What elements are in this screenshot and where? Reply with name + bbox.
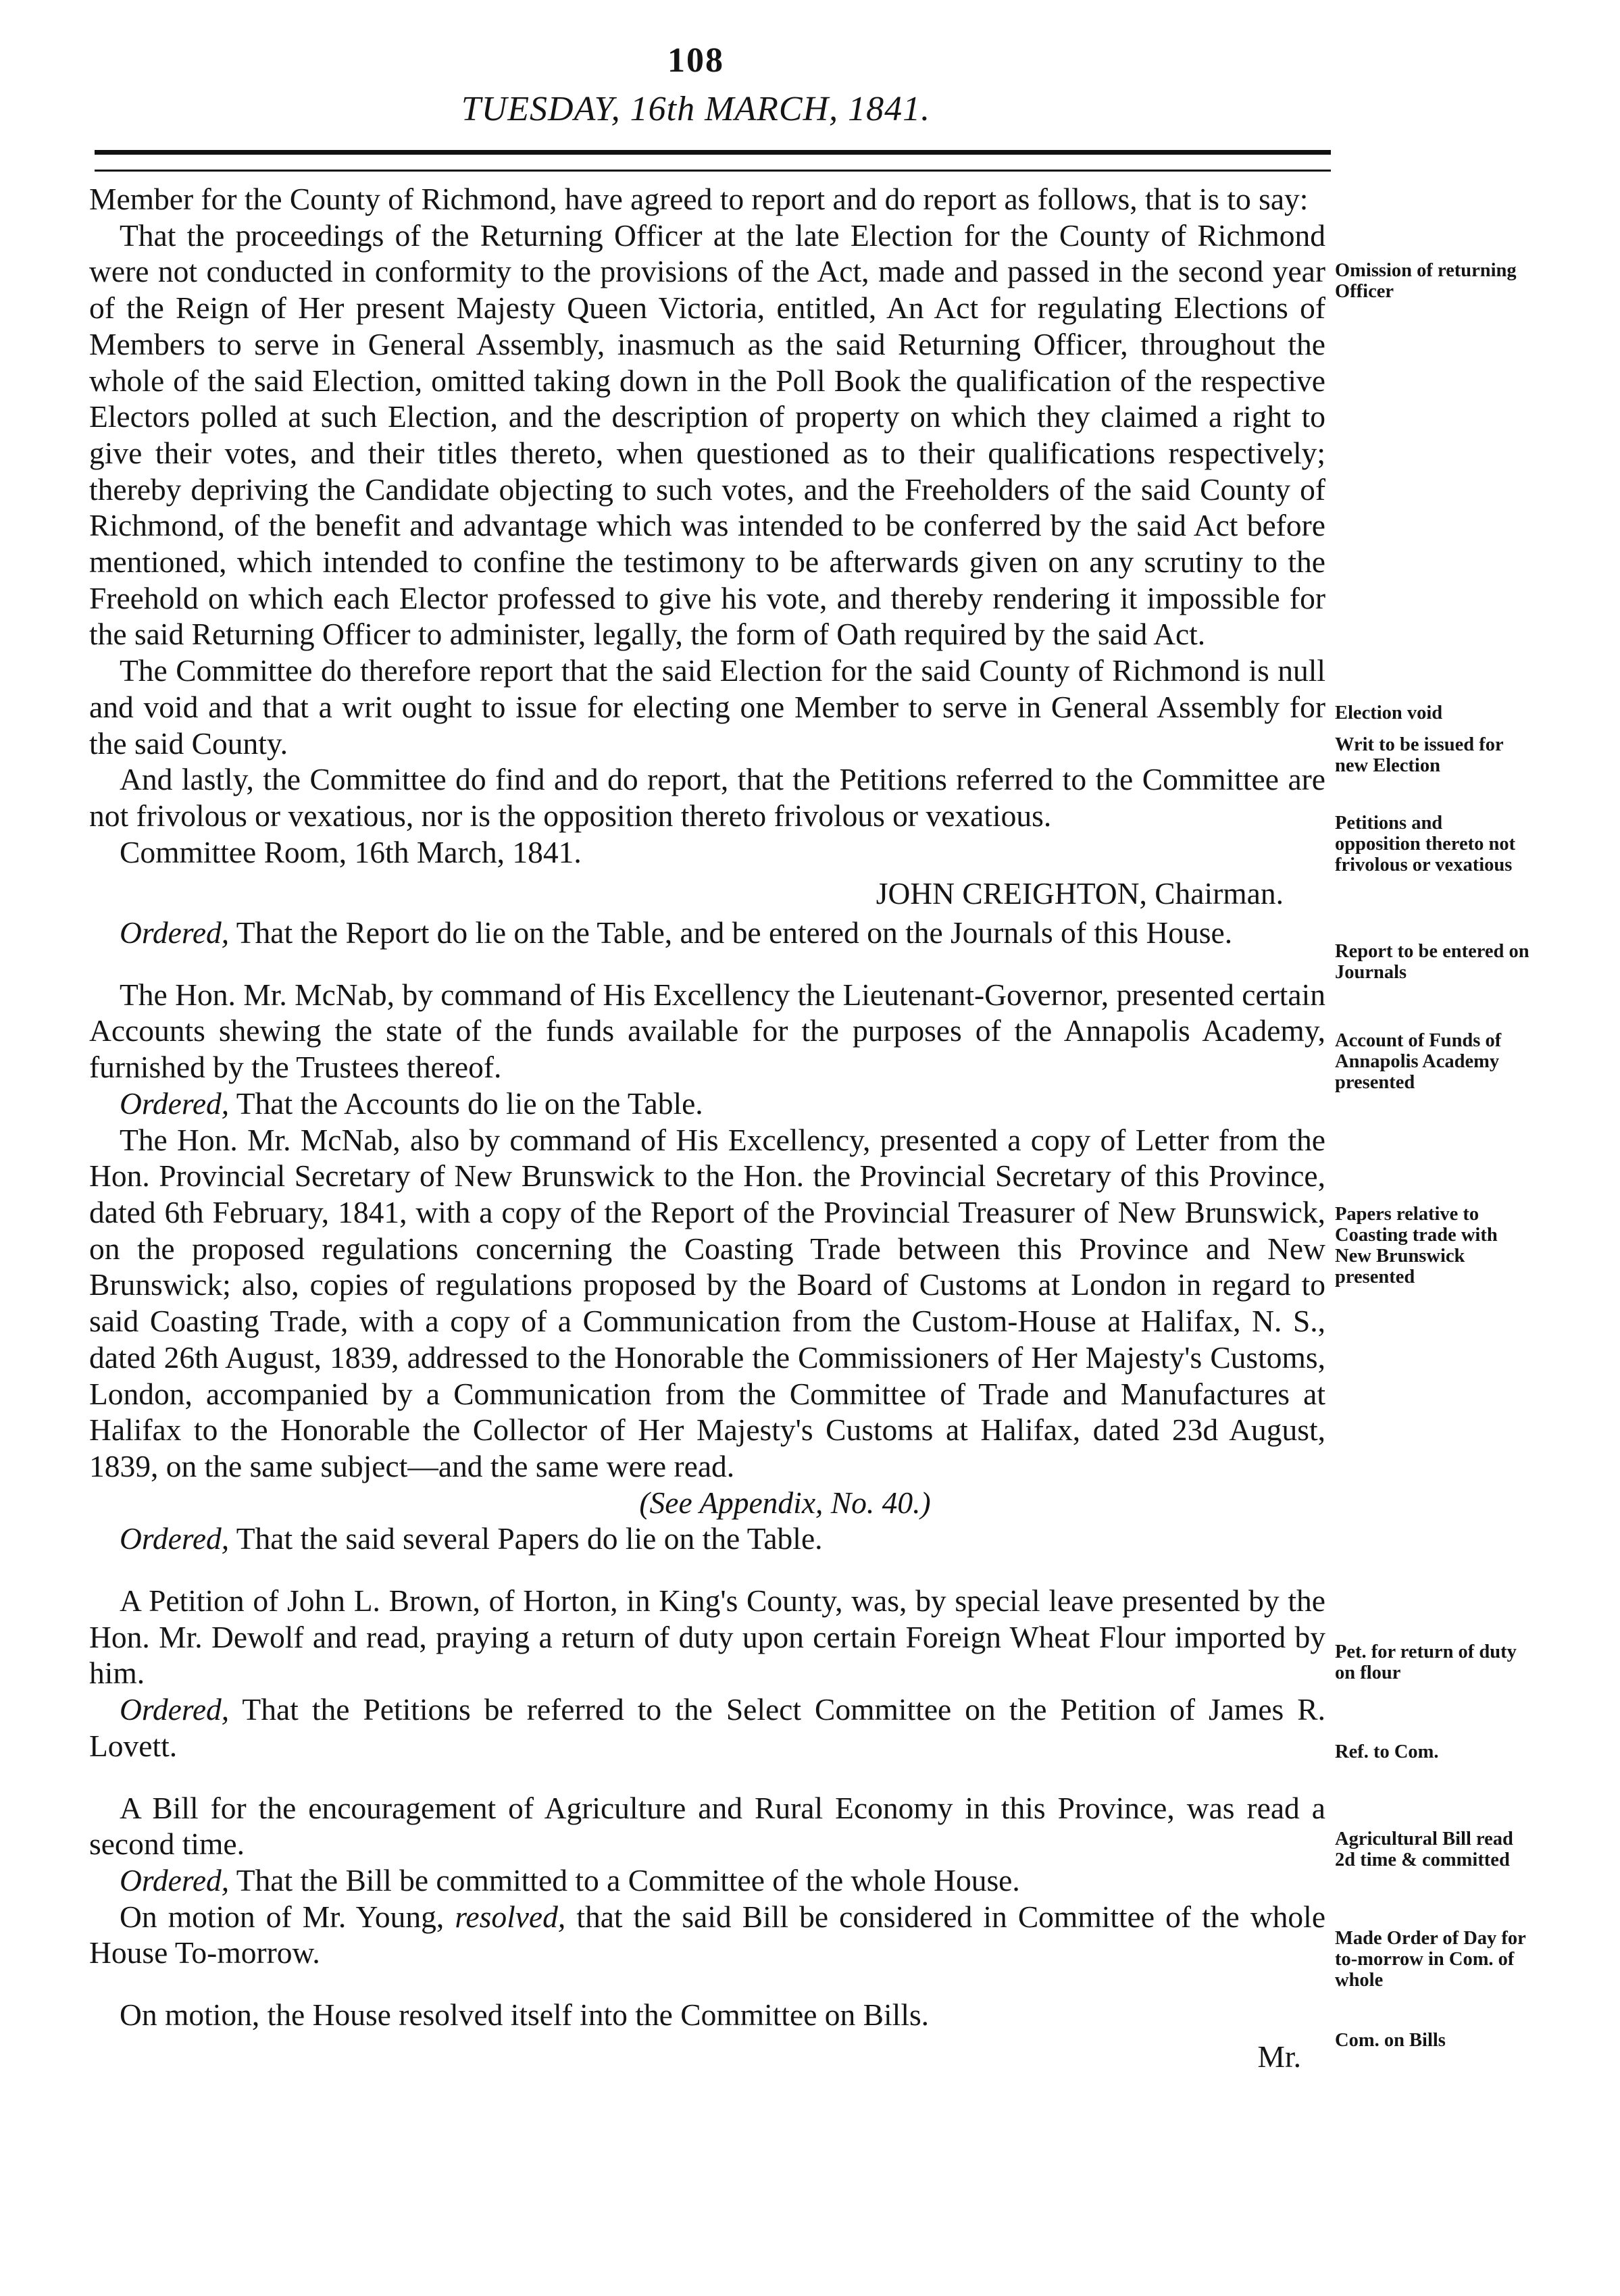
paragraph-returning-officer: That the proceedings of the Returning Officer at the late Election for the County of Richmond were not conducted in conformity to the provisions of the Act, made and passed in the second year of the Reign of Her present Majesty Queen Victoria, entitled, An Act for regulating Elections of Members to serve in General Assembly, inasmuch as the said Returning Officer, throughout the whole of the said Election, omitted taking down in the Poll Book the qualification of the respective Electors polled at such Election, and the description of property on which they claimed a right to give their votes, and their titles thereto, when questioned as to their qualifications respectively; thereby depriving the Candidate objecting to such votes, and the Freeholders of the said County of Richmond, of the benefit and advantage which was intended to be conferred by the said Act before mentioned, which intended to confine the testimony to be afterwards given on any scrutiny to the Freehold on which each Elector professed to give his vote, and thereby rendering it impossible for the said Returning Officer to administer, legally, the form of Oath required by the said Act. (89, 218, 1325, 652)
margin-note: Report to be entered on Journals (1335, 941, 1529, 983)
paragraph-bill-committed: Ordered, That the Bill be committed to a Committee of the whole House. (120, 1862, 1020, 1897)
paragraph-coasting-trade-papers: The Hon. Mr. McNab, also by command of His Excellency, presented a copy of Letter from the Hon. Provincial Secretary of New Brunswick to the Hon. the Provincial Secretary of this Province, dated 6th February, 1841, with a copy of the Report of the Provincial Treasurer of New Brunswick, on the proposed regulations concerning the Coasting Trade between this Province and New Brunswick; also, copies of regulations proposed by the Board of Customs at London in regard to said Coasting Trade, with a copy of a Communication from the Custom-House at Halifax, N. S., dated 26th August, 1839, addressed to the Honorable the Commissioners of Her Majesty's Customs, London, accompanied by a Communication from the Committee of Trade and Manufactures at Halifax to the Honorable the Collector of Her Majesty's Customs at Halifax, dated 23d August, 1839, on the same subject—and the same were read. (89, 1122, 1325, 1483)
paragraph-annapolis-accounts: The Hon. Mr. McNab, by command of His Excellency the Lieutenant-Governor, presented certain Accounts shewing the state of the funds available for the purposes of the Annapolis Academy, furnished by the Trustees thereof. (89, 977, 1325, 1085)
paragraph-report-ordered: Ordered, That the Report do lie on the Table, and be entered on the Journals of this House. (120, 915, 1233, 950)
ordered-label: Ordered, (120, 1521, 230, 1556)
paragraph-brown-petition: A Petition of John L. Brown, of Horton, in King's County, was, by special leave presented by the Hon. Mr. Dewolf and read, praying a return of duty upon certain Foreign Wheat Flour imported by him. (89, 1583, 1325, 1691)
paragraph-papers-ordered: Ordered, That the said several Papers do lie on the Table. (120, 1521, 823, 1556)
margin-note: Account of Funds of Annapolis Academy presented (1335, 1030, 1502, 1093)
margin-note: Com. on Bills (1335, 2030, 1446, 2051)
chairman-signature: JOHN CREIGHTON, Chairman. (876, 876, 1284, 911)
paragraph-committee-room: Committee Room, 16th March, 1841. (120, 834, 582, 869)
margin-note: Ref. to Com. (1335, 1741, 1439, 1762)
margin-note: Election void (1335, 703, 1443, 723)
ordered-label: Ordered, (120, 1086, 230, 1121)
resolved-label: resolved, (455, 1899, 566, 1934)
header-rule (95, 150, 1331, 172)
margin-note: Papers relative to Coasting trade with New Brunswick presented (1335, 1204, 1498, 1287)
header-date: TUESDAY, 16th MARCH, 1841. (461, 90, 931, 128)
paragraph-petitions-not-frivolous: And lastly, the Committee do find and do report, that the Petitions referred to the Committee are not frivolous or vexatious, nor is the opposition thereto frivolous or vexatious. (89, 762, 1325, 833)
ordered-label: Ordered, (120, 915, 230, 950)
body-text (89, 181, 1325, 2074)
appendix-reference: (See Appendix, No. 40.) (639, 1485, 931, 1520)
paragraph-report-opening: Member for the County of Richmond, have agreed to report and do report as follows, that is to say: (89, 182, 1309, 216)
margin-note: Pet. for return of duty on flour (1335, 1641, 1517, 1683)
paragraph-agriculture-bill: A Bill for the encouragement of Agriculture and Rural Economy in this Province, was read a second time. (89, 1790, 1325, 1862)
paragraph-motion-young: On motion of Mr. Young, resolved, that the said Bill be considered in Committee of the whole House To-morrow. (89, 1899, 1326, 1970)
catchword: Mr. (1257, 2039, 1301, 2074)
paragraph-petition-referred: Ordered, That the Petitions be referred to the Select Committee on the Petition of James R. Lovett. (89, 1692, 1325, 1763)
ordered-label: Ordered, (120, 1862, 230, 1897)
ordered-label: Ordered, (120, 1692, 230, 1727)
paragraph-election-void: The Committee do therefore report that the said Election for the said County of Richmond is null and void and that a writ ought to issue for electing one Member to serve in General Assembly for the said County. (89, 653, 1325, 761)
margin-note: Agricultural Bill read 2d time & committed (1335, 1829, 1513, 1870)
page-number: 108 (667, 41, 724, 80)
paragraph-committee-on-bills: On motion, the House resolved itself into the Committee on Bills. (120, 1997, 930, 2033)
margin-note: Omission of returning Officer (1335, 260, 1517, 302)
margin-note: Writ to be issued for new Election (1335, 734, 1504, 776)
margin-note: Made Order of Day for to-morrow in Com. of whole (1335, 1928, 1526, 1991)
margin-note: Petitions and opposition thereto not frivolous or vexatious (1335, 813, 1516, 875)
paragraph-accounts-ordered: Ordered, That the Accounts do lie on the Table. (120, 1086, 703, 1121)
